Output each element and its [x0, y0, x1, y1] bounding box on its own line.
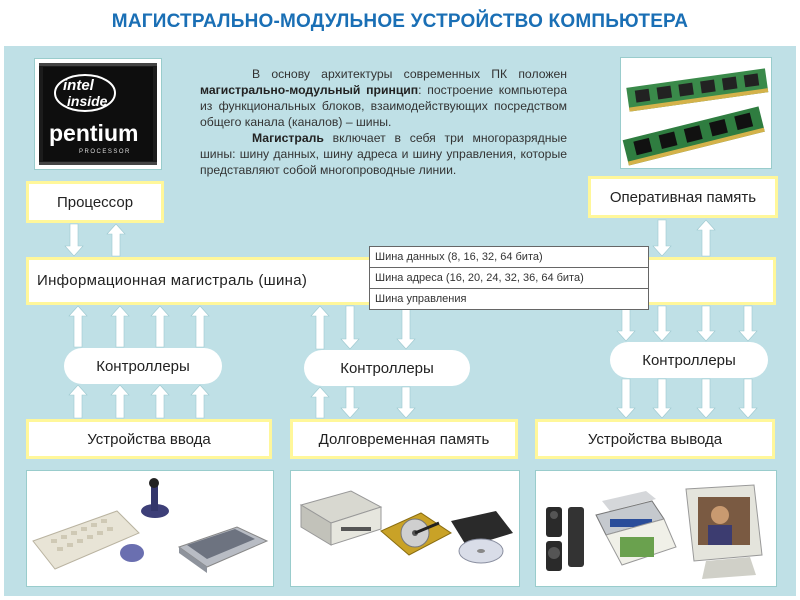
arrow-center-upper-0	[311, 306, 329, 349]
arrow-left-upper-1	[111, 306, 129, 347]
bus-types-table	[369, 246, 649, 310]
arrow-center-lower-1	[341, 387, 359, 418]
arrow-bus-to-ram	[697, 220, 715, 256]
output-devices-box: Устройства вывода	[535, 419, 775, 459]
arrow-bus-to-cpu	[107, 224, 125, 256]
storage-box: Долговременная память	[290, 419, 518, 459]
arrow-center-upper-2	[397, 306, 415, 349]
bus-type-address: Шина адреса (16, 20, 24, 32, 36, 64 бита)	[370, 268, 648, 289]
arrow-ram-to-bus	[653, 220, 671, 256]
arrow-left-lower-2	[151, 385, 169, 418]
inside-text: inside	[67, 93, 108, 109]
arrow-cpu-to-bus	[65, 224, 83, 256]
arrow-right-lower-3	[739, 379, 757, 418]
input-devices-photo	[26, 470, 274, 587]
arrow-left-upper-2	[151, 306, 169, 347]
arrow-left-upper-0	[69, 306, 87, 347]
description-paragraph-1: В основу архитектуры современных ПК положен магистрально-модульный принцип: построение компьютера из функциональных блоков, взаимодействующих посредством общего канала (каналов) – шины.	[200, 67, 567, 129]
bus-type-data: Шина данных (8, 16, 32, 64 бита)	[370, 247, 648, 268]
input-devices-box: Устройства ввода	[26, 419, 272, 459]
arrow-center-upper-1	[341, 306, 359, 349]
output-devices-photo	[535, 470, 777, 587]
controllers-center: Контроллеры	[304, 350, 470, 386]
arrow-left-lower-3	[191, 385, 209, 418]
arrow-center-lower-0	[311, 387, 329, 418]
bus-type-control: Шина управления	[375, 293, 467, 305]
arrow-center-lower-2	[397, 387, 415, 418]
arrow-right-upper-1	[653, 306, 671, 341]
description-paragraph-2: Магистраль включает в себя три многоразрядные шины: шину данных, шину адреса и шину управления, которые представляют собой многопроводные линии.	[200, 131, 567, 177]
intel-text: intel	[63, 77, 94, 94]
arrow-right-upper-3	[739, 306, 757, 341]
processor-text: PROCESSOR	[79, 149, 131, 155]
arrow-right-lower-0	[617, 379, 635, 418]
processor-label: Процессор	[56, 193, 134, 211]
page-title: МАГИСТРАЛЬНО-МОДУЛЬНОЕ УСТРОЙСТВО КОМПЬЮТЕРА	[111, 11, 689, 32]
bus-label: Информационная магистраль (шина)	[37, 272, 308, 289]
arrow-left-lower-1	[111, 385, 129, 418]
pentium-text: pentium	[49, 120, 139, 146]
arrow-left-lower-0	[69, 385, 87, 418]
arrow-right-lower-2	[697, 379, 715, 418]
memory-label: Оперативная память	[609, 188, 757, 206]
arrow-left-upper-3	[191, 306, 209, 347]
controllers-left: Контроллеры	[64, 348, 222, 384]
arrow-right-upper-2	[697, 306, 715, 341]
arrow-right-lower-1	[653, 379, 671, 418]
storage-devices-photo	[290, 470, 520, 587]
arrow-right-upper-0	[617, 306, 635, 341]
controllers-right: Контроллеры	[610, 342, 768, 378]
